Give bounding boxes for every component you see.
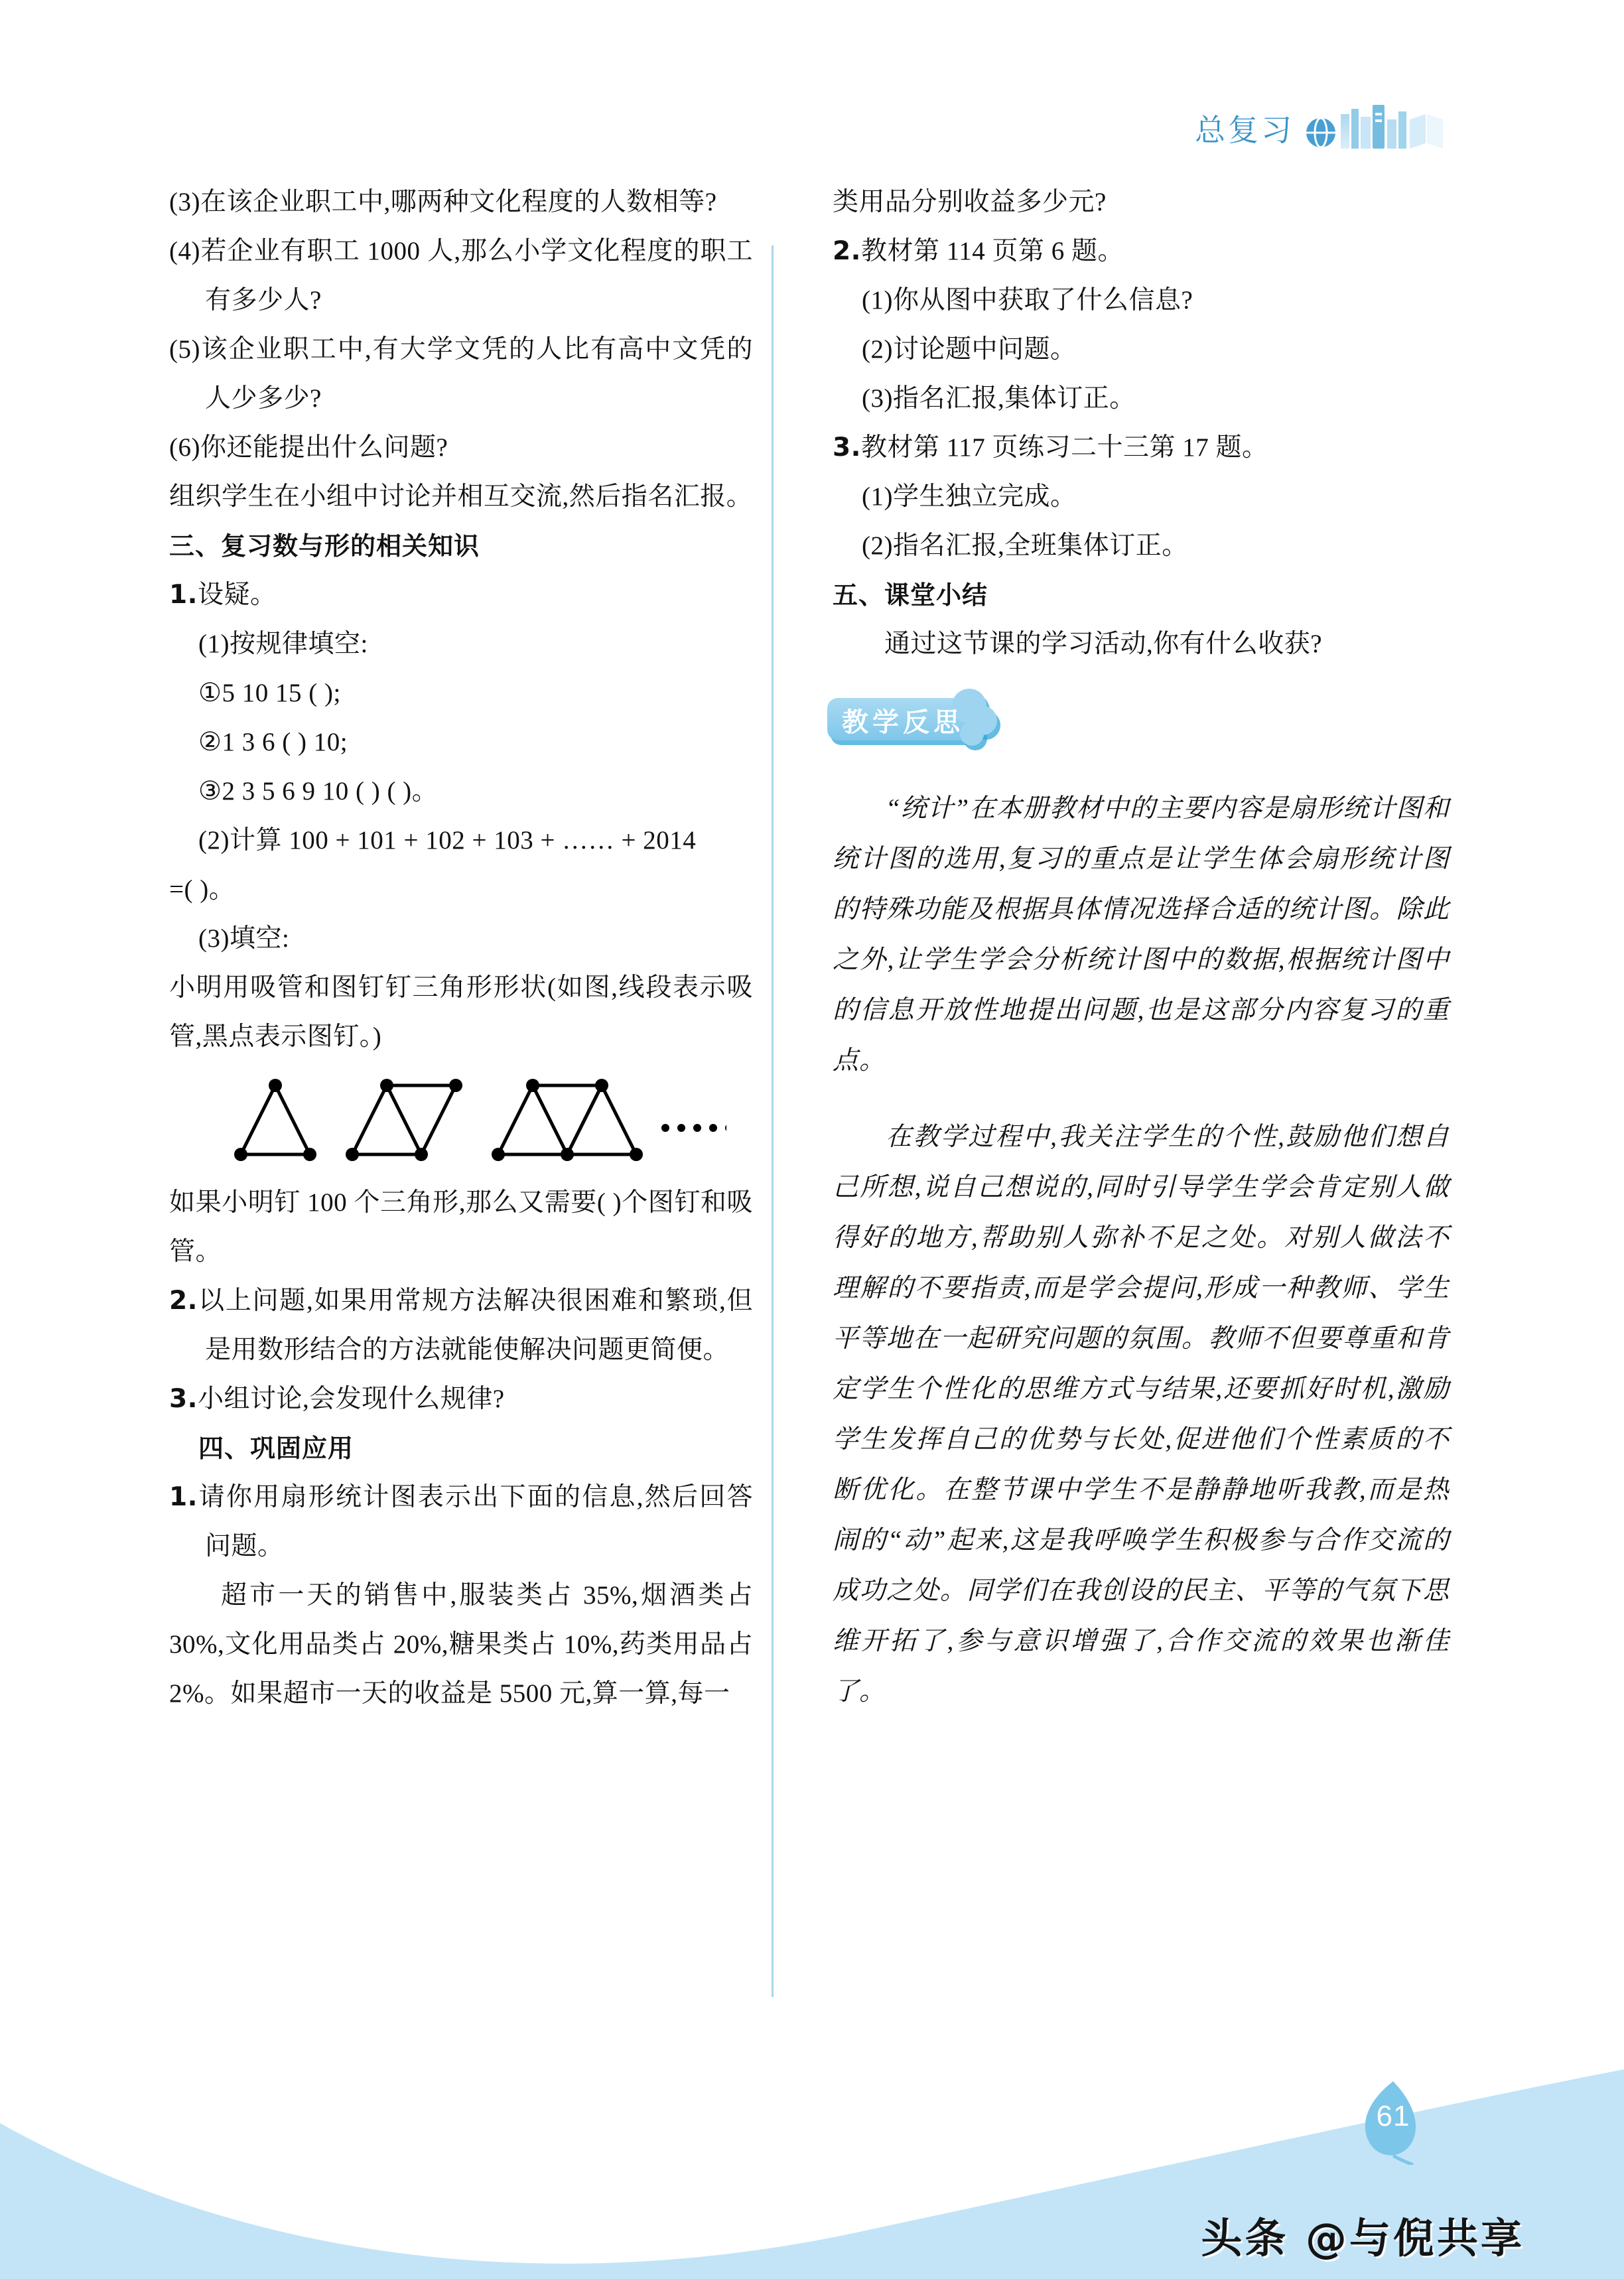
right-item-3-text: 教材第 117 页练习二十三第 17 题。 xyxy=(860,433,1268,462)
right-item-2-number: 2. xyxy=(833,236,861,266)
question-3: (3)在该企业职工中,哪两种文化程度的人数相等? xyxy=(169,188,717,216)
right-item-2-sub-1: (1)你从图中获取了什么信息? xyxy=(862,286,1193,314)
item-1-sub-2-line-2: =( )。 xyxy=(169,875,236,904)
item-4-text: 请你用扇形统计图表示出下面的信息,然后回答问题。 xyxy=(197,1483,753,1560)
item-1-text: 设疑。 xyxy=(197,581,277,609)
page-number-leaf xyxy=(1353,2077,1433,2165)
section-heading-four: 四、巩固应用 xyxy=(198,1434,354,1463)
section-heading-three: 三、复习数与形的相关知识 xyxy=(169,531,480,561)
watermark: 头条 @与倪共享 xyxy=(1201,2214,1524,2262)
right-item-2-sub-2: (2)讨论题中问题。 xyxy=(862,335,1077,364)
summary-question: 通过这节课的学习活动,你有什么收获? xyxy=(884,630,1323,658)
right-column xyxy=(833,178,1450,1743)
item-2-number: 2. xyxy=(169,1286,198,1316)
item-1-sub-1: (1)按规律填空: xyxy=(198,630,368,658)
page-title: 总复习 xyxy=(1195,113,1294,147)
right-item-3-sub-2: (2)指名汇报,全班集体订正。 xyxy=(862,531,1188,560)
item-1-number: 1. xyxy=(169,580,198,610)
supermarket-problem: 超市一天的销售中,服装类占 35%,烟酒类占 30%,文化用品类占 20%,糖果类占 10%,药类用品占 2%。如果超市一天的收益是 5500 元,算一算,每一 xyxy=(169,1581,753,1708)
reflection-paragraph-2: 在教学过程中,我关注学生的个性,鼓励他们想自己所想,说自己想说的,同时引导学生学会肯定别人做得好的地方,帮助别人弥补不足之处。对别人做法不理解的不要指责,而是学会提问,形成一种教师、学生平等地在一起研究问题的氛围。教师不但要尊重和肯定学生个性化的思维方式与结果,还要抓好时机,激励学生发挥自己的优势与长处,促进他们个性素质的不断优化。在整节课中学生不是静静地听我教,而是热闹的“动”起来,这是我呼唤学生积极参与合作交流的成功之处。同学们在我创设的民主、平等的气氛下思维开拓了,参与意识增强了,合作交流的效果也渐佳了。 xyxy=(833,1123,1450,1706)
question-5: (5)该企业职工中,有大学文凭的人比有高中文凭的人少多少? xyxy=(169,335,753,413)
teaching-reflection-badge xyxy=(833,683,1450,758)
question-4: (4)若企业有职工 1000 人,那么小学文化程度的职工有多少人? xyxy=(169,237,753,314)
sequence-1: ①5 10 15 ( ); xyxy=(198,679,341,707)
sequence-2: ②1 3 6 ( ) 10; xyxy=(198,728,348,756)
section-heading-five: 五、课堂小结 xyxy=(833,581,988,610)
left-column xyxy=(169,178,753,1718)
continue-line: 类用品分别收益多少元? xyxy=(833,188,1107,216)
reflection-paragraph-1: “统计”在本册教材中的主要内容是扇形统计图和统计图的选用,复习的重点是让学生体会扇形统计图的特殊功能及根据具体情况选择合适的统计图。除此之外,让学生学会分析统计图中的数据,根据统计图中的信息开放性地提出问题,也是这部分内容复习的重点。 xyxy=(833,794,1450,1075)
header-inner xyxy=(1195,100,1446,157)
sequence-3: ③2 3 5 6 9 10 ( ) ( )。 xyxy=(198,777,439,805)
after-figure-question: 如果小明钉 100 个三角形,那么又需要( )个图钉和吸管。 xyxy=(169,1188,753,1266)
item-2-text: 以上问题,如果用常规方法解决很困难和繁琐,但是用数形结合的方法就能使解决问题更简便。 xyxy=(197,1286,753,1364)
question-6: (6)你还能提出什么问题? xyxy=(169,433,448,462)
item-1 xyxy=(169,571,753,620)
item-4-number: 1. xyxy=(169,1482,198,1512)
item-1-sub-2-line-1: (2)计算 100 + 101 + 102 + 103 + …… + 2014 xyxy=(198,826,697,855)
badge-label: 教学反思 xyxy=(842,707,964,738)
item-3 xyxy=(169,1375,753,1424)
right-item-3-sub-1: (1)学生独立完成。 xyxy=(862,482,1077,511)
right-item-2-text: 教材第 114 页第 6 题。 xyxy=(860,237,1124,265)
item-3-text: 小组讨论,会发现什么规律? xyxy=(197,1385,505,1413)
item-3-number: 3. xyxy=(169,1384,198,1414)
item-2 xyxy=(169,1277,753,1375)
right-item-3 xyxy=(833,423,1450,472)
right-item-2-sub-3: (3)指名汇报,集体订正。 xyxy=(862,384,1136,413)
organize-line: 组织学生在小组中讨论并相互交流,然后指名汇报。 xyxy=(169,482,753,511)
right-item-2 xyxy=(833,227,1450,276)
column-divider xyxy=(772,245,774,1997)
page-number: 61 xyxy=(1376,2100,1410,2132)
right-item-3-number: 3. xyxy=(833,433,861,462)
item-1-sub-3: (3)填空: xyxy=(198,924,290,953)
item-4 xyxy=(169,1473,753,1571)
fill-blank-description: 小明用吸管和图钉钉三角形形状(如图,线段表示吸管,黑点表示图钉。) xyxy=(169,973,753,1051)
books-globe-icon xyxy=(1304,100,1446,157)
page-header xyxy=(0,100,1624,173)
triangle-strip-figure xyxy=(169,1071,753,1170)
